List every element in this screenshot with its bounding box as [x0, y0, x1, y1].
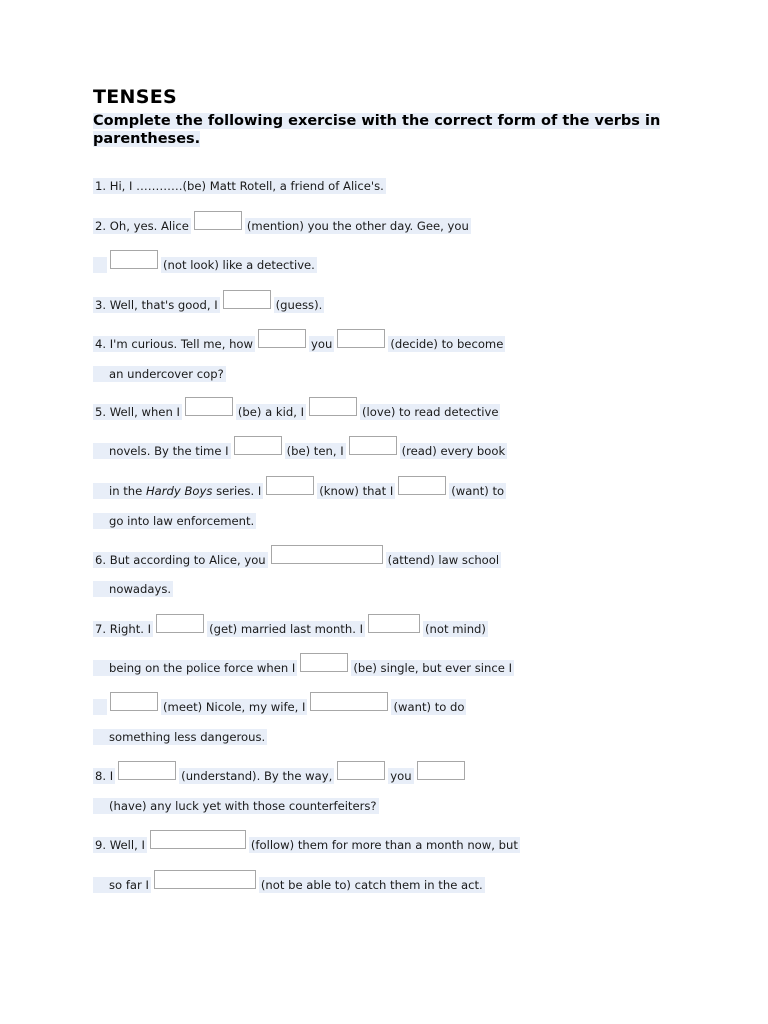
sentence-7-cont-1: being on the police force when I (be) single, but ever since I	[93, 658, 514, 678]
sentence-2: 2. Oh, yes. Alice (mention) you the other day. Gee, you	[93, 216, 471, 236]
sentence-8-cont: (have) any luck yet with those counterfeiters?	[93, 796, 379, 816]
answer-box-2a[interactable]	[194, 211, 242, 230]
sentence-5-cont-1: novels. By the time I (be) ten, I (read) every book	[93, 441, 507, 461]
sentence-4: 4. I'm curious. Tell me, how you (decide) to become	[93, 334, 505, 354]
answer-box-6[interactable]	[271, 545, 383, 564]
answer-box-5a[interactable]	[185, 397, 233, 416]
sentence-5-cont-2: in the Hardy Boys series. I (know) that I (want) to	[93, 481, 506, 501]
sentence-3: 3. Well, that's good, I (guess).	[93, 295, 324, 315]
answer-box-7d[interactable]	[110, 692, 158, 711]
answer-box-9a[interactable]	[150, 830, 246, 849]
answer-box-5e[interactable]	[266, 476, 314, 495]
answer-box-2b[interactable]	[110, 250, 158, 269]
answer-box-9b[interactable]	[154, 870, 256, 889]
sentence-8: 8. I (understand). By the way, you	[93, 766, 468, 786]
answer-box-7e[interactable]	[310, 692, 388, 711]
answer-box-7c[interactable]	[300, 653, 348, 672]
answer-box-5d[interactable]	[349, 436, 397, 455]
sentence-9-cont: so far I (not be able to) catch them in the act.	[93, 875, 485, 895]
sentence-7-cont-3: something less dangerous.	[93, 727, 267, 747]
answer-box-4b[interactable]	[337, 329, 385, 348]
sentence-2-cont: (not look) like a detective.	[93, 255, 317, 275]
answer-box-7b[interactable]	[368, 614, 420, 633]
answer-box-4a[interactable]	[258, 329, 306, 348]
answer-box-5b[interactable]	[309, 397, 357, 416]
sentence-5: 5. Well, when I (be) a kid, I (love) to read detective	[93, 402, 500, 422]
answer-box-7a[interactable]	[156, 614, 204, 633]
sentence-6: 6. But according to Alice, you (attend) law school	[93, 550, 501, 570]
sentence-6-cont: nowadays.	[93, 579, 173, 599]
sentence-7: 7. Right. I (get) married last month. I (not mind)	[93, 619, 488, 639]
answer-box-5f[interactable]	[398, 476, 446, 495]
answer-box-5c[interactable]	[234, 436, 282, 455]
answer-box-3[interactable]	[223, 290, 271, 309]
sentence-5-cont-3: go into law enforcement.	[93, 511, 256, 531]
sentence-9: 9. Well, I (follow) them for more than a month now, but	[93, 835, 520, 855]
instructions: Complete the following exercise with the correct form of the verbs in parentheses.	[93, 113, 661, 147]
answer-box-8c[interactable]	[417, 761, 465, 780]
sentence-4-cont: an undercover cop?	[93, 364, 226, 384]
page-title: TENSES	[93, 86, 177, 108]
answer-box-8b[interactable]	[337, 761, 385, 780]
answer-box-8a[interactable]	[118, 761, 176, 780]
sentence-7-cont-2: (meet) Nicole, my wife, I (want) to do	[93, 697, 466, 717]
sentence-1: 1. Hi, I …………(be) Matt Rotell, a friend of Alice's.	[95, 179, 384, 193]
